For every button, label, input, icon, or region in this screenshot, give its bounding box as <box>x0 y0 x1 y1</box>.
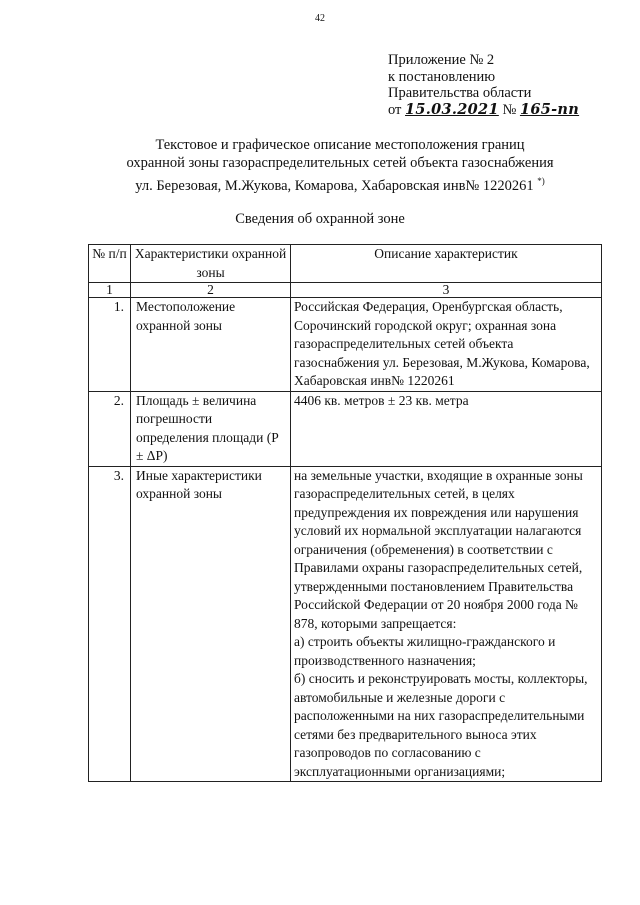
column-number-2: 2 <box>131 283 291 298</box>
row-number: 1. <box>89 298 131 392</box>
row-description-intro: на земельные участки, входящие в охранные зоны газораспределительных сетей, в целях предупреждения их повреждения или нарушения условий их нормальной эксплуатации налагаются ограничения (обременения) в соответствии с Правилами охраны газораспределительных сетей, утвержденными постановлением Правительства Российской Федерации от 20 ноября 2000 года № 878, которыми запрещается: <box>294 467 583 631</box>
date-prefix: от <box>388 101 402 118</box>
handwritten-number: 165-пп <box>519 100 580 118</box>
header-characteristic: Характеристики охранной зоны <box>131 245 291 283</box>
footnote-mark: *) <box>537 176 545 186</box>
handwritten-date: 15.03.2021 <box>405 100 499 118</box>
row-characteristic: Иные характеристики охранной зоны <box>131 466 291 782</box>
row-number: 3. <box>89 466 131 782</box>
header-number: № п/п <box>89 245 131 283</box>
appendix-block <box>388 52 579 118</box>
column-number-3: 3 <box>291 283 602 298</box>
row-number: 2. <box>89 391 131 466</box>
table-row <box>89 298 602 392</box>
row-characteristic: Площадь ± величина погрешности определения площади (P ± ΔP) <box>131 391 291 466</box>
restriction-item-b: б) сносить и реконструировать мосты, коллекторы, автомобильные и железные дороги с расположенными на них газораспределительными сетями без предварительного выноса этих газопроводов по согласованию с эксплуатационными организациями; <box>294 671 588 779</box>
table-row <box>89 466 602 782</box>
section-subtitle: Сведения об охранной зоне <box>235 211 405 227</box>
table-row <box>89 391 602 466</box>
row-description <box>291 466 602 782</box>
zone-info-table <box>88 244 602 782</box>
appendix-line-1: Приложение № 2 <box>388 52 495 68</box>
document-title <box>40 136 640 195</box>
number-sign: № <box>502 101 517 118</box>
title-line-3-text: ул. Березовая, М.Жукова, Комарова, Хабаровская инв№ 1220261 <box>135 177 534 194</box>
restriction-item-a: а) строить объекты жилищно-гражданского и производственного назначения; <box>294 634 556 668</box>
table-header-row <box>89 245 602 283</box>
header-description: Описание характеристик <box>291 245 602 283</box>
appendix-date-line <box>388 102 579 119</box>
title-line-3 <box>40 172 640 195</box>
appendix-line-2: к постановлению <box>388 68 496 85</box>
row-description: 4406 кв. метров ± 23 кв. метра <box>291 391 602 466</box>
page-number: 42 <box>315 13 325 24</box>
column-number-row <box>89 283 602 298</box>
title-line-2: охранной зоны газораспределительных сетей объекта газоснабжения <box>126 155 554 171</box>
column-number-1: 1 <box>89 283 131 298</box>
row-description: Российская Федерация, Оренбургская область, Сорочинский городской округ; охранная зона газораспределительных сетей объекта газоснабжения ул. Березовая, М.Жукова, Комарова, Хабаровская инв№ 1220261 <box>291 298 602 392</box>
row-characteristic: Местоположение охранной зоны <box>131 298 291 392</box>
title-line-1: Текстовое и графическое описание местоположения границ <box>155 137 525 153</box>
appendix-line-3: Правительства области <box>388 85 532 101</box>
